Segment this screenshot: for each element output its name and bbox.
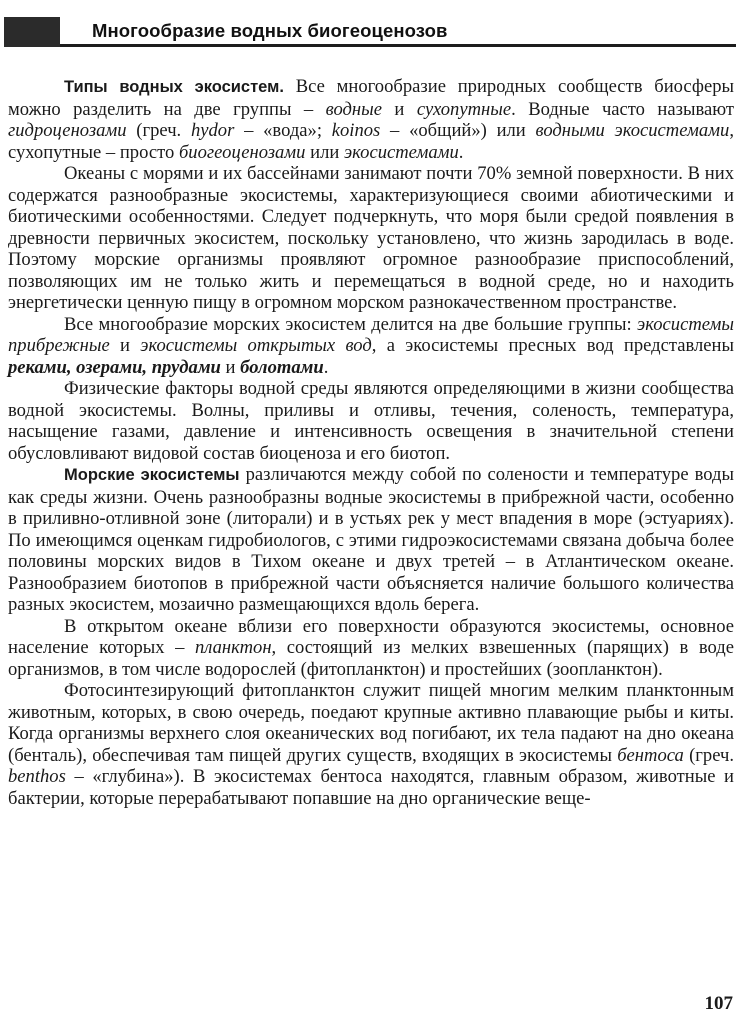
italic-term: водными экосистемами (535, 120, 730, 141)
page-header (0, 17, 736, 47)
paragraph-lead-heading: Морские экосистемы (64, 466, 240, 484)
text-run: В открытом океане вблизи его поверхности образуются экосистемы, основное население которых – (8, 615, 734, 658)
text-run: Фотосинтезирующий фитопланктон служит пищей многим мелким планктонным животным, которых, в свою очередь, поедают крупные активно плавающие рыбы и киты. Когда организмы верхнего слоя океанических вод погибают, их тела падают на дно океана (бенталь), обеспечивая там пищей других существ, входящих в экосистемы (8, 680, 734, 766)
text-run: , состоящий из мелких взвешенных (парящих) в воде организмов, в том числе водорослей (фитопланктон) и простейших (зоопланктон). (8, 637, 734, 680)
text-run: Океаны с морями и их бассейнами занимают почти 70% земной поверхности. В них содержатся разнообразные экосистемы, характеризующиеся своими абиотическими и биотическими особенностями. Следует подчеркнуть, что моря были средой появления в древности первичных экосистем, поскольку установлено, что жизнь зародилась в воде. Поэтому морские организмы проявляют огромное разнообразие приспособлений, позволяющих им не только жить и перемещаться в водной среде, но и находить энергетически ценную пищу в огромном морском разнокачественном пространстве. (8, 163, 734, 313)
text-run: – «вода»; (234, 120, 332, 141)
paragraph (8, 680, 734, 809)
paragraph (8, 378, 734, 464)
italic-term: бентоса (617, 744, 684, 766)
italic-term: экосистемы прибрежные (8, 313, 734, 356)
text-run: Все многообразие природных сообществ биосферы можно разделить на две группы – (8, 76, 734, 120)
italic-term: экосистемы открытых вод (140, 335, 372, 356)
italic-term: биогеоценозами (178, 141, 306, 163)
body-text (8, 76, 734, 809)
text-run: , сухопутные – просто (8, 120, 734, 163)
italic-term: экосистемами (343, 141, 459, 163)
text-run: и (220, 356, 241, 378)
text-run: . Водные часто называют (511, 98, 735, 120)
paragraph (8, 163, 734, 314)
text-run: Физические факторы водной среды являются определяющими в жизни сообщества водной экосистемы. Волны, приливы и отливы, течения, соленость, температура, насыщение газами, давление и интенсивность освещения в значительной степени обусловливают видовой состав биоценоза и его биотоп. (8, 378, 734, 464)
text-run: или (305, 141, 344, 163)
paragraph-lead-heading: Типы водных экосистем. (64, 78, 284, 96)
page-title: Многообразие водных биогеоценозов (92, 20, 448, 41)
text-run: – «общий») или (380, 120, 536, 141)
text-run: и (382, 98, 417, 120)
italic-term: планктон (194, 637, 272, 658)
header-marker-block (4, 17, 60, 47)
bold-italic-term: болотами (240, 356, 324, 378)
text-run: (греч. (683, 744, 734, 766)
paragraph (8, 314, 734, 379)
italic-term: сухопутные (416, 98, 512, 120)
text-run: Все многообразие морских экосистем делится на две большие группы: (64, 313, 638, 335)
text-run: . (458, 141, 464, 163)
paragraph (8, 464, 734, 616)
paragraph (8, 76, 734, 163)
italic-term: koinos (331, 120, 381, 141)
bold-italic-term: реками, озерами, прудами (8, 356, 221, 378)
text-run: различаются между собой по солености и температуре воды как среды жизни. Очень разнообразны водные экосистемы в прибрежной части, особенно в приливно-отливной зоне (литорали) и в устьях рек у мест впадения в море (эстуариях). По имеющимся оценкам гидробиологов, с этими гидроэкосистемами связана добыча более половины морских видов в Тихом океане и двух третей – в Атлантическом океане. Разнообразием биотопов в прибрежной части объясняется наличие большого количества разных экосистем, мозаично размещающихся вдоль берега. (8, 464, 735, 615)
header-rule (60, 44, 736, 47)
text-run: – «глубина»). В экосистемах бентоса находятся, главным образом, животные и бактерии, которые перерабатывают попавшие на дно органические веще- (8, 766, 734, 809)
italic-term: benthos (8, 766, 66, 787)
text-run: , а экосистемы пресных вод представлены (371, 335, 735, 356)
text-run: . (323, 356, 329, 378)
italic-term: hydor (190, 120, 235, 141)
italic-term: водные (325, 98, 382, 120)
text-run: (греч. (126, 120, 191, 141)
text-run: и (109, 335, 141, 356)
page-number: 107 (704, 993, 733, 1014)
italic-term: гидроценозами (8, 120, 127, 141)
paragraph (8, 616, 734, 681)
